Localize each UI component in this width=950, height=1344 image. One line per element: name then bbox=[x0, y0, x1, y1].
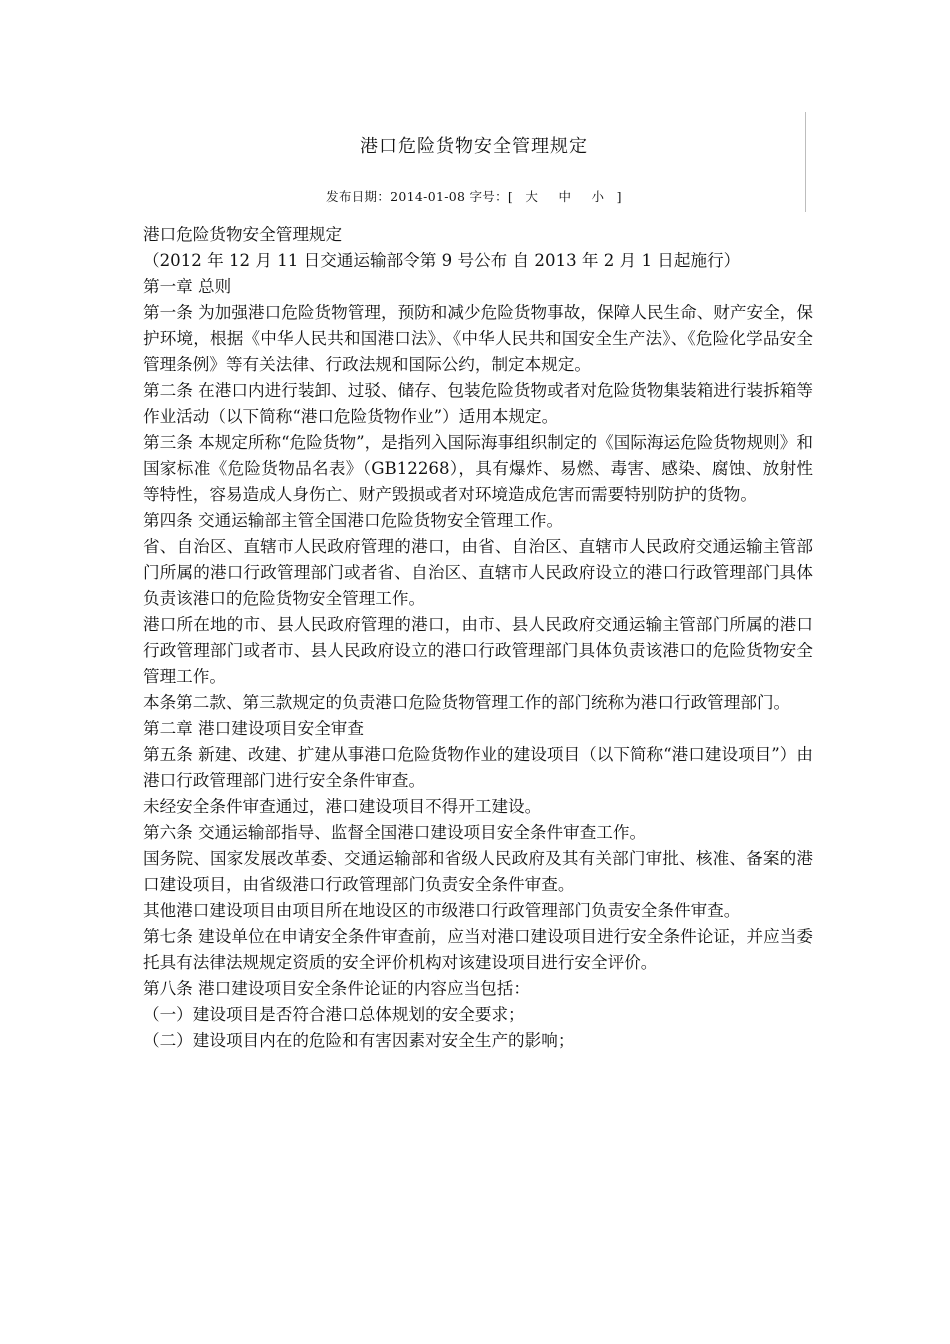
promulgation-note: （2012 年 12 月 11 日交通运输部令第 9 号公布 自 2013 年 2 月 1 日起施行） bbox=[143, 251, 741, 270]
article-paragraph: 港口所在地的市、县人民政府管理的港口，由市、县人民政府交通运输主管部门所属的港口行政管理部门或者市、县人民政府设立的港口行政管理部门具体负责该港口的危险货物安全管理工作。 bbox=[143, 615, 813, 686]
list-item: （二）建设项目内在的危险和有害因素对安全生产的影响； bbox=[143, 1031, 575, 1050]
article-paragraph: 国务院、国家发展改革委、交通运输部和省级人民政府及其有关部门审批、核准、备案的港口建设项目，由省级港口行政管理部门负责安全条件审查。 bbox=[143, 849, 813, 894]
document-header bbox=[143, 110, 805, 210]
bracket-close: ] bbox=[616, 189, 622, 204]
article-paragraph: 其他港口建设项目由项目所在地设区的市级港口行政管理部门负责安全条件审查。 bbox=[143, 901, 741, 920]
article-paragraph: 第五条 新建、改建、扩建从事港口危险货物作业的建设项目（以下简称“港口建设项目”）由港口行政管理部门进行安全条件审查。 bbox=[143, 745, 813, 790]
font-size-small-button[interactable]: 小 bbox=[591, 189, 605, 204]
article-paragraph: 第二条 在港口内进行装卸、过驳、储存、包装危险货物或者对危险货物集装箱进行装拆箱等作业活动（以下简称“港口危险货物作业”）适用本规定。 bbox=[143, 381, 813, 426]
vertical-divider bbox=[805, 112, 806, 212]
font-size-large-button[interactable]: 大 bbox=[525, 189, 539, 204]
page-title: 港口危险货物安全管理规定 bbox=[360, 136, 588, 157]
publish-date-label: 发布日期：2014-01-08 字号：[ bbox=[326, 189, 514, 204]
chapter-heading: 第二章 港口建设项目安全审查 bbox=[143, 719, 364, 738]
article-paragraph: 第三条 本规定所称“危险货物”，是指列入国际海事组织制定的《国际海运危险货物规则》和国家标准《危险货物品名表》（GB12268），具有爆炸、易燃、毒害、感染、腐蚀、放射性等特性，容易造成人身伤亡、财产毁损或者对环境造成危害而需要特别防护的货物。 bbox=[143, 433, 813, 504]
article-paragraph: 第四条 交通运输部主管全国港口危险货物安全管理工作。 bbox=[143, 511, 564, 530]
list-item: （一）建设项目是否符合港口总体规划的安全要求； bbox=[143, 1005, 525, 1024]
publish-meta bbox=[143, 187, 805, 205]
body-title: 港口危险货物安全管理规定 bbox=[143, 225, 343, 244]
chapter-heading: 第一章 总则 bbox=[143, 277, 232, 296]
article-paragraph: 省、自治区、直辖市人民政府管理的港口，由省、自治区、直辖市人民政府交通运输主管部门所属的港口行政管理部门或者省、自治区、直辖市人民政府设立的港口行政管理部门具体负责该港口的危险货物安全管理工作。 bbox=[143, 537, 813, 608]
article-paragraph: 第八条 港口建设项目安全条件论证的内容应当包括： bbox=[143, 979, 530, 998]
document-body bbox=[143, 222, 813, 1054]
article-paragraph: 未经安全条件审查通过，港口建设项目不得开工建设。 bbox=[143, 797, 542, 816]
article-paragraph: 本条第二款、第三款规定的负责港口危险货物管理工作的部门统称为港口行政管理部门。 bbox=[143, 693, 791, 712]
article-paragraph: 第六条 交通运输部指导、监督全国港口建设项目安全条件审查工作。 bbox=[143, 823, 647, 842]
article-paragraph: 第七条 建设单位在申请安全条件审查前，应当对港口建设项目进行安全条件论证，并应当委托具有法律法规规定资质的安全评价机构对该建设项目进行安全评价。 bbox=[143, 927, 813, 972]
article-paragraph: 第一条 为加强港口危险货物管理，预防和减少危险货物事故，保障人民生命、财产安全，保护环境，根据《中华人民共和国港口法》、《中华人民共和国安全生产法》、《危险化学品安全管理条例》等有关法律、行政法规和国际公约，制定本规定。 bbox=[143, 303, 813, 374]
font-size-medium-button[interactable]: 中 bbox=[558, 189, 572, 204]
